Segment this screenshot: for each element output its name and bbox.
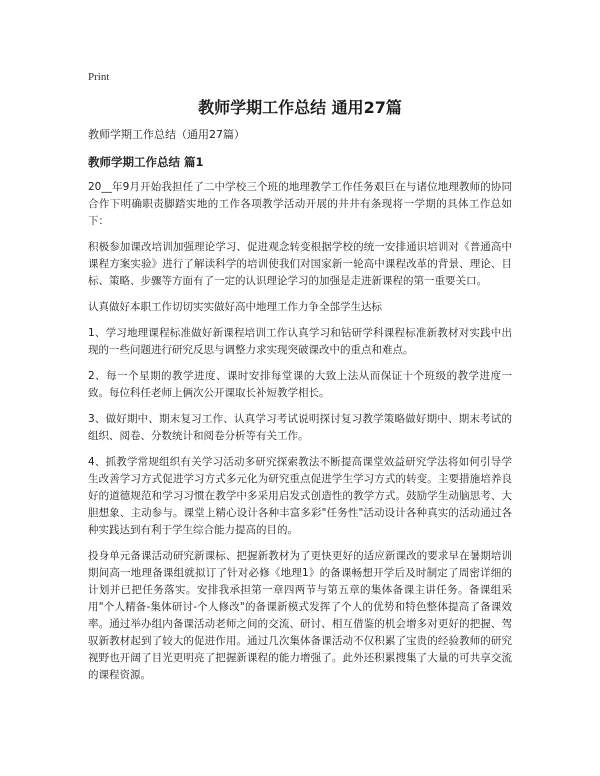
paragraph-item-3: 3、做好期中、期末复习工作、认真学习考试说明探讨复习教学策略做好期中、期末考试的组织、阅卷、分数统计和阅卷分析等有关工作。 [88, 413, 512, 442]
paragraph-training: 积极参加课改培训加强理论学习、促进观念转变根据学校的统一安排通识培训对《普通高中课程方案实验》进行了解读科学的培训使我们对国家新一轮高中课程改革的背景、理论、目标、策略、步骤等方面有了一定的认识理论学习的加强是走进新课程的第一重要关口。 [88, 241, 512, 287]
paragraph-intro: 20__年9月开始我担任了二中学校三个班的地理教学工作任务艰巨在与诸位地理教师的协同合作下明确职责脚踏实地的工作各项教学活动开展的井井有条现将一学期的具体工作总如下： [88, 181, 512, 227]
paragraph-lesson-prep: 投身单元备课活动研究新课标、把握新教材为了更快更好的适应新课改的要求早在暑期培训期间高一地理备课组就拟订了针对必修《地理1》的备课畅想开学后及时制定了周密详细的计划并已把任务落实。安排我承担第一章四两节与第五章的集体备课主讲任务。备课组采用"个人精备-集体研讨-个人修改"的备课新模式发挥了个人的优势和特色整体提高了备课效率。通过举办组内备课活动老师之间的交流、研讨、相互借鉴的机会增多对更好的把握、驾驭新教材起到了较大的促进作用。通过几次集体备课活动不仅积累了宝贵的经验教师的研究视野也开阔了目光更明亮了把握新课程的能力增强了。此外还积累搜集了大量的可共享交流的课程资源。 [88, 550, 512, 681]
document-page [88, 70, 512, 693]
section-heading: 教师学期工作总结 篇1 [88, 155, 204, 169]
paragraph-goal: 认真做好本职工作切切实实做好高中地理工作力争全部学生达标 [88, 301, 382, 313]
paragraph-item-2: 2、每一个星期的教学进度、课时安排每堂课的大致上法从而保证十个班级的教学进度一致。每位科任老师上俩次公开课取长补短教学相长。 [88, 370, 512, 399]
document-title: 教师学期工作总结 通用27篇 [198, 98, 402, 117]
print-link[interactable]: Print [88, 71, 110, 83]
document-subtitle: 教师学期工作总结（通用27篇） [88, 128, 245, 141]
paragraph-item-1: 1、学习地理课程标准做好新课程培训工作认真学习和钻研学科课程标准新教材对实践中出现的一些问题进行研究反思与调整力求实现突破课改中的重点和难点。 [88, 327, 512, 356]
paragraph-item-4: 4、抓教学常规组织有关学习活动多研究探索教法不断提高课堂效益研究学法将如何引导学生改善学习方式促进学习方式多元化为研究重点促进学生学习方式的转变。主要措施培养良好的道德规范和学习习惯在教学中多采用启发式创造性的教学方式。鼓励学生动脑思考、大胆想象、主动参与。课堂上精心设计各种丰富多彩"任务性"活动设计各种真实的活动通过各种实践达到有利于学生综合能力提高的目的。 [88, 456, 512, 536]
